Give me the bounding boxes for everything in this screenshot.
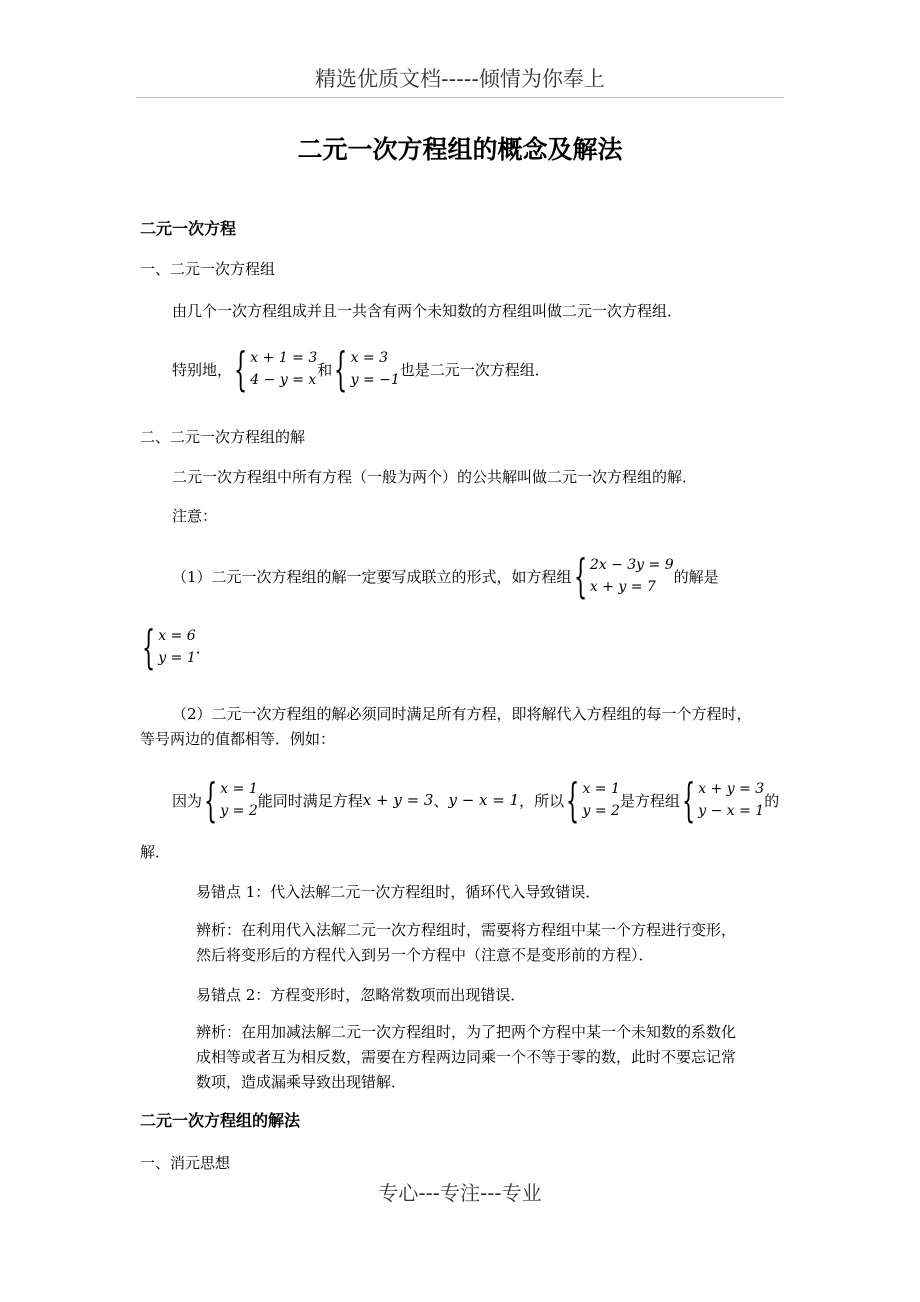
note-2-line-1: （2）二元一次方程组的解必须同时满足所有方程，即将解代入方程组的每一个方程时， bbox=[172, 705, 752, 723]
example-mid-3: 是方程组 bbox=[619, 791, 680, 810]
page-header: 精选优质文档-----倾情为你奉上 bbox=[315, 67, 605, 91]
system-a-eq-1: x + 1 = 3 bbox=[250, 350, 318, 366]
system-c-eq-1: 2x − 3y = 9 bbox=[589, 557, 674, 573]
note-label: 注意： bbox=[172, 507, 218, 525]
equation-system-f bbox=[564, 773, 620, 827]
brace-icon: { bbox=[234, 342, 248, 396]
system-f-eq-1: x = 1 bbox=[582, 781, 620, 797]
system-g-eq-1: x + y = 3 bbox=[698, 781, 765, 797]
special-example-line bbox=[172, 342, 550, 396]
note-1-prefix: （1）二元一次方程组的解一定要写成联立的形式，如方程组 bbox=[172, 567, 572, 586]
brace-icon: { bbox=[566, 773, 580, 827]
example-line bbox=[172, 773, 780, 827]
note-1-line bbox=[172, 549, 719, 603]
system-e-eq-1: x = 1 bbox=[220, 781, 258, 797]
brace-icon: { bbox=[334, 342, 348, 396]
definition-text-2: 二元一次方程组中所有方程（一般为两个）的公共解叫做二元一次方程组的解． bbox=[172, 468, 698, 486]
analysis-2-line-3: 数项，造成漏乘导致出现错解． bbox=[196, 1073, 407, 1091]
system-g-eq-2: y − x = 1 bbox=[698, 803, 765, 819]
analysis-1-line-1: 辨析：在利用代入法解二元一次方程组时，需要将方程组中某一个方程进行变形， bbox=[196, 921, 737, 939]
pitfall-2: 易错点 2：方程变形时，忽略常数项而出现错误． bbox=[196, 986, 526, 1004]
special-prefix: 特别地， bbox=[172, 360, 233, 379]
period-mark: ． bbox=[195, 638, 211, 657]
note-2-line-2: 等号两边的值都相等．例如： bbox=[140, 730, 336, 748]
equation-system-e bbox=[202, 773, 258, 827]
note-1-solution bbox=[140, 620, 211, 674]
system-b-eq-2: y = −1 bbox=[350, 372, 400, 388]
brace-icon: { bbox=[573, 549, 587, 603]
example-separator: 、 bbox=[433, 791, 449, 810]
equation-system-c bbox=[572, 549, 674, 603]
system-d-eq-2: y = 1 bbox=[158, 650, 196, 666]
example-equation-2: y − x = 1 bbox=[448, 791, 520, 809]
special-suffix: 也是二元一次方程组． bbox=[399, 360, 550, 379]
system-a-eq-2: 4 − y = x bbox=[250, 372, 317, 388]
page-footer: 专心---专注---专业 bbox=[378, 1181, 542, 1205]
example-because: 因为 bbox=[172, 791, 203, 810]
subsection-heading-2: 二、二元一次方程组的解 bbox=[140, 428, 306, 446]
section-heading-1: 二元一次方程 bbox=[140, 219, 237, 238]
note-1-suffix: 的解是 bbox=[673, 567, 719, 586]
example-equation-1: x + y = 3 bbox=[362, 791, 434, 809]
analysis-2-line-1: 辨析：在用加减法解二元一次方程组时，为了把两个方程中某一个未知数的系数化 bbox=[196, 1023, 737, 1041]
page-title: 二元一次方程组的概念及解法 bbox=[297, 135, 623, 164]
example-mid-1: 能同时满足方程 bbox=[257, 791, 363, 810]
section-heading-2: 二元一次方程组的解法 bbox=[140, 1111, 301, 1130]
example-end: 的 bbox=[764, 791, 780, 810]
system-b-eq-1: x = 3 bbox=[350, 350, 389, 366]
analysis-1-line-2: 然后将变形后的方程代入到另一个方程中（注意不是变形前的方程）． bbox=[196, 946, 654, 964]
brace-icon: { bbox=[681, 773, 696, 827]
equation-system-g bbox=[680, 773, 765, 827]
subsection-heading-3: 一、消元思想 bbox=[140, 1154, 231, 1172]
brace-icon: { bbox=[204, 773, 218, 827]
header-rule bbox=[136, 97, 784, 98]
brace-icon: { bbox=[142, 620, 156, 674]
definition-text-1: 由几个一次方程组成并且一共含有两个未知数的方程组叫做二元一次方程组． bbox=[172, 302, 683, 320]
system-c-eq-2: x + y = 7 bbox=[589, 579, 656, 595]
example-wrap: 解． bbox=[140, 843, 171, 861]
example-mid-2: ，所以 bbox=[519, 791, 565, 810]
system-f-eq-2: y = 2 bbox=[582, 803, 620, 819]
equation-system-d bbox=[140, 620, 196, 674]
system-e-eq-2: y = 2 bbox=[220, 803, 258, 819]
equation-system-b bbox=[332, 342, 400, 396]
pitfall-1: 易错点 1：代入法解二元一次方程组时，循环代入导致错误． bbox=[196, 883, 601, 901]
equation-system-a bbox=[232, 342, 318, 396]
analysis-2-line-2: 成相等或者互为相反数，需要在方程两边同乘一个不等于零的数，此时不要忘记常 bbox=[196, 1048, 737, 1066]
subsection-heading-1: 一、二元一次方程组 bbox=[140, 260, 276, 278]
and-text: 和 bbox=[317, 360, 333, 379]
system-d-eq-1: x = 6 bbox=[158, 628, 196, 644]
